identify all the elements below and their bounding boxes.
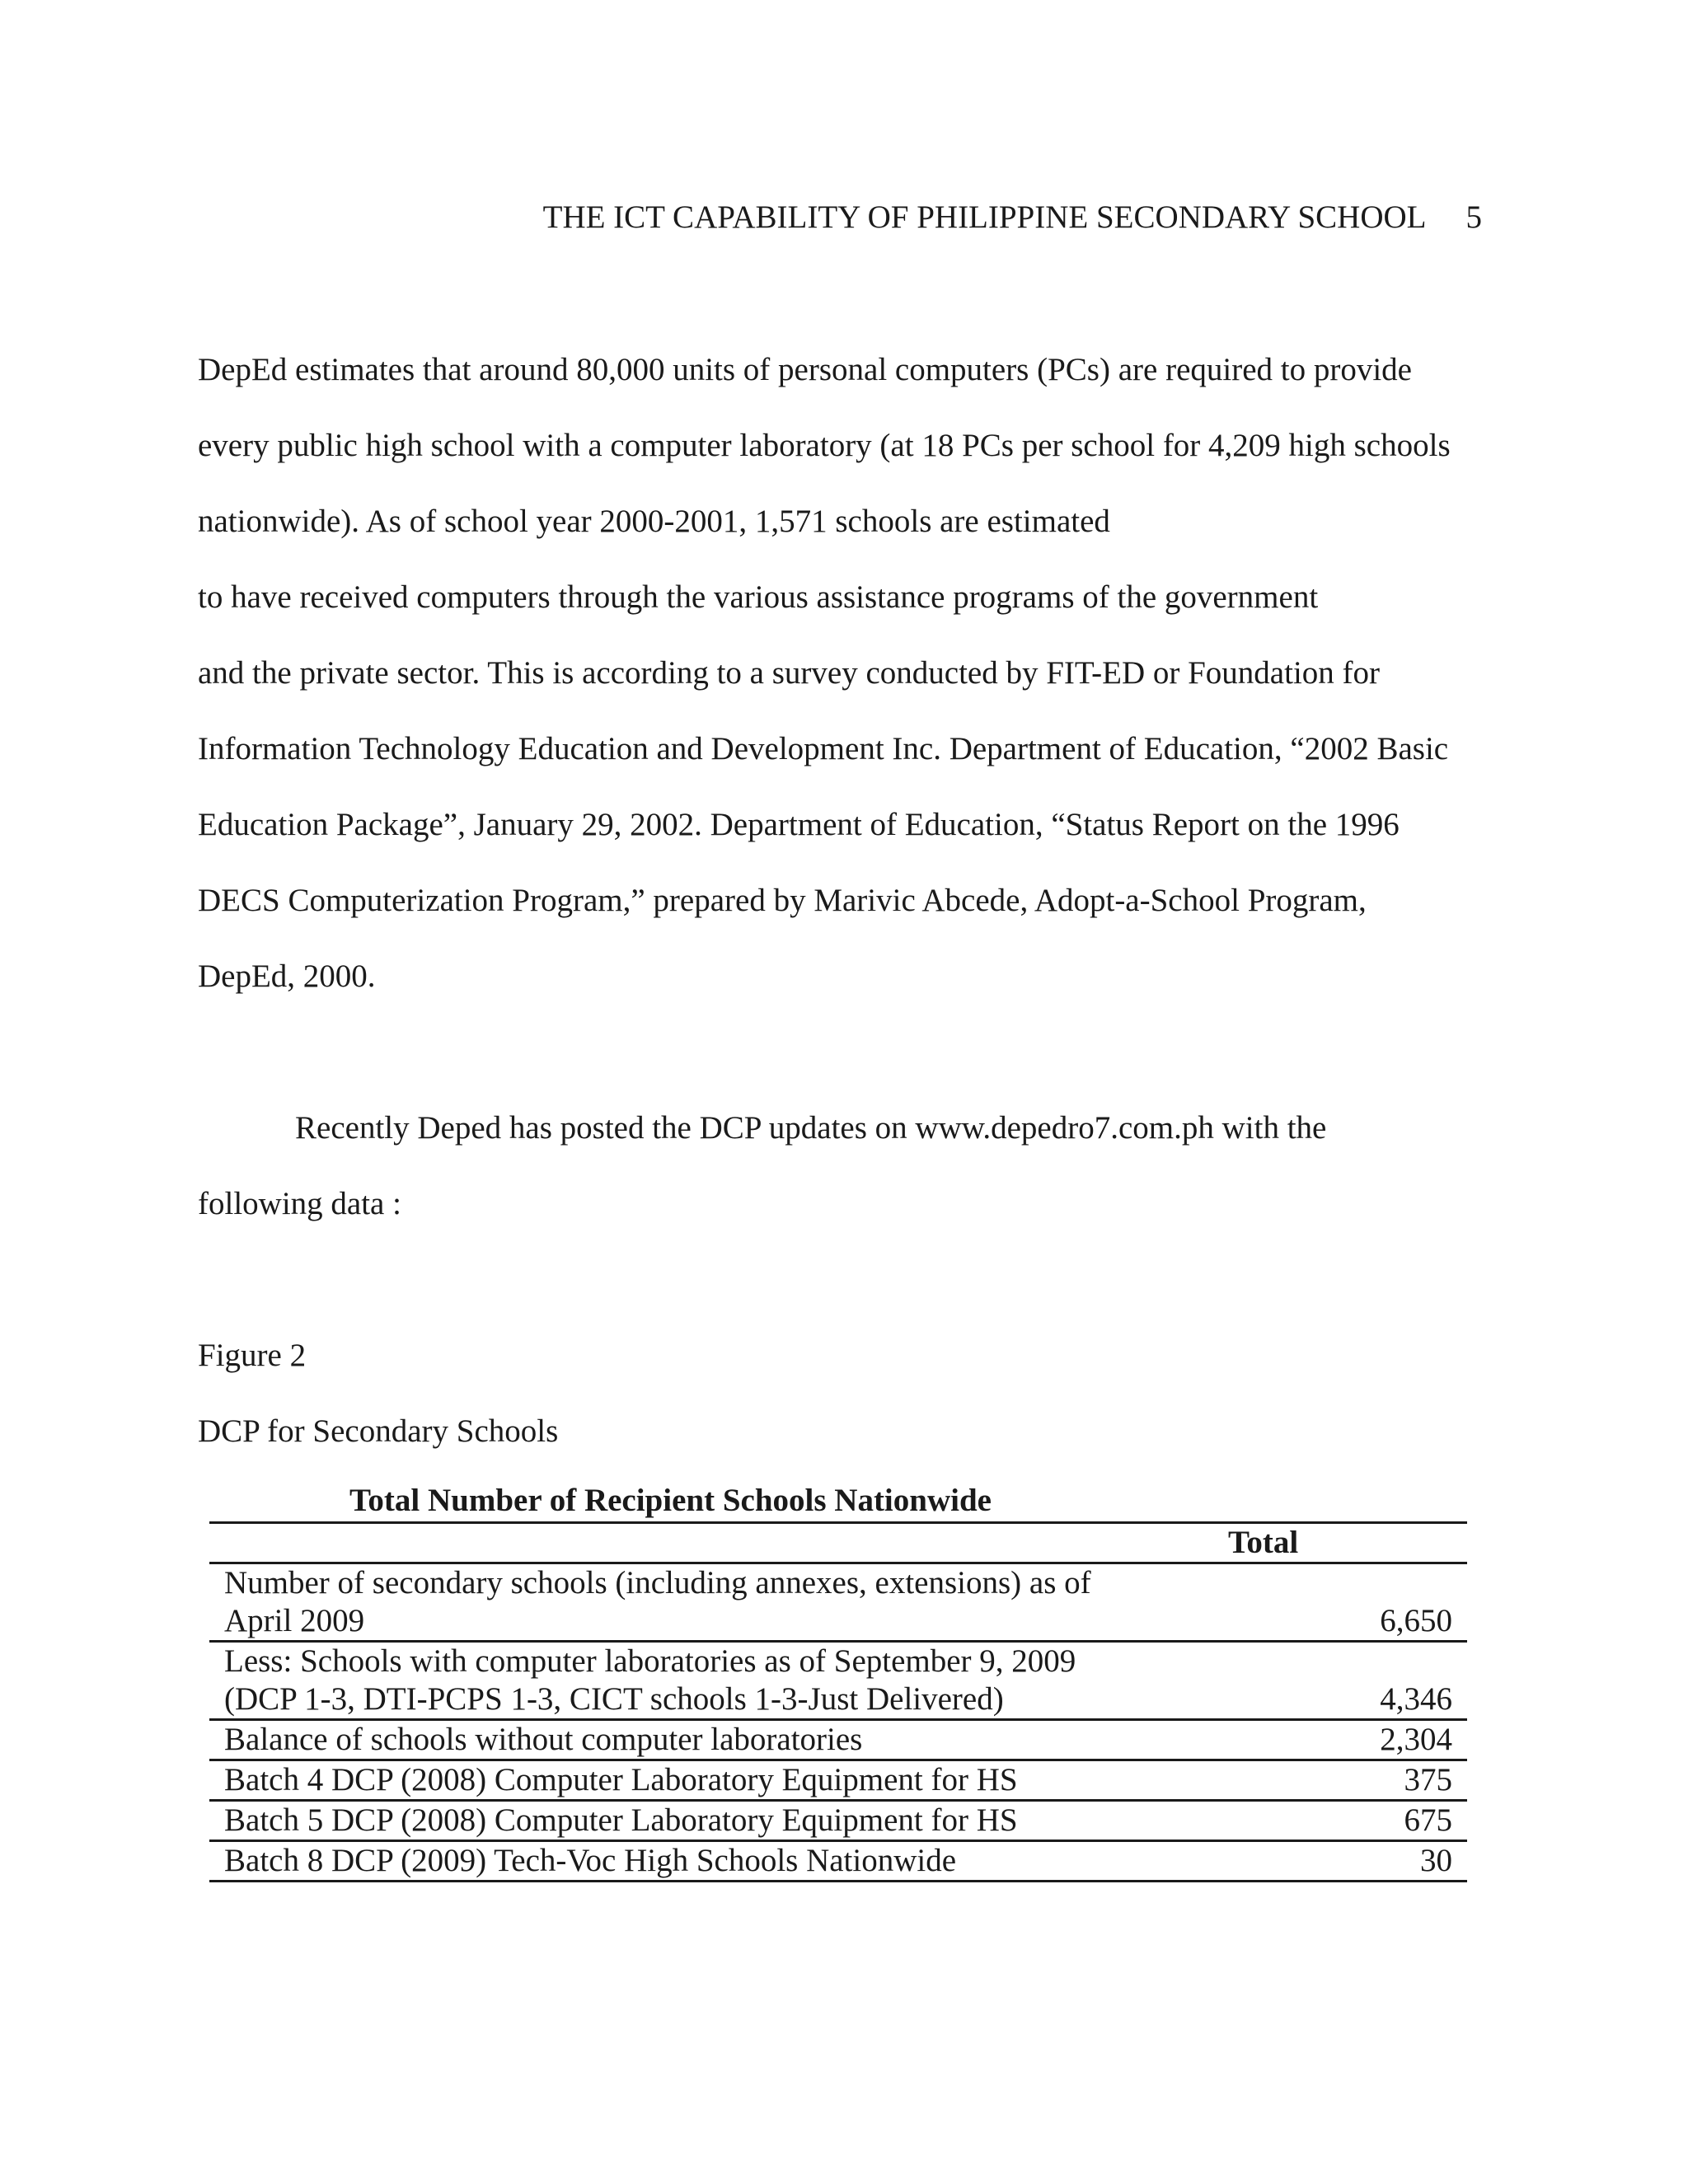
paragraph-line: to have received computers through the various assistance programs of the government <box>198 579 1319 615</box>
description-line: April 2009 <box>224 1603 365 1638</box>
running-head-title: THE ICT CAPABILITY OF PHILIPPINE SECONDARY SCHOOL <box>542 199 1427 235</box>
recipient-schools-table <box>209 1480 1467 1882</box>
table-cell-description: Balance of schools without computer laboratories <box>209 1720 1228 1760</box>
table-header-row <box>209 1523 1467 1563</box>
table-caption: Total Number of Recipient Schools Nationwide <box>349 1483 992 1518</box>
table-row <box>209 1563 1467 1642</box>
paragraph-line: DepEd, 2000. <box>198 958 376 994</box>
table-cell-description <box>209 1563 1228 1642</box>
table-header-total: Total <box>1228 1523 1467 1563</box>
paragraph-deped-estimates <box>198 332 1492 1015</box>
paragraph-line: and the private sector. This is according to a survey conducted by FIT-ED or Foundation for <box>198 655 1381 691</box>
figure-label: Figure 2 <box>198 1338 307 1373</box>
data-table <box>209 1521 1467 1882</box>
page-number: 5 <box>1465 199 1482 235</box>
table-cell-value: 675 <box>1228 1801 1467 1841</box>
table-cell-description <box>209 1642 1228 1720</box>
table-cell-value: 30 <box>1228 1841 1467 1882</box>
table-row <box>209 1642 1467 1720</box>
paragraph-line: DECS Computerization Program,” prepared by Marivic Abcede, Adopt-a-School Program, <box>198 883 1367 918</box>
paragraph-line: Information Technology Education and Development Inc. Department of Education, “2002 Basic <box>198 731 1449 766</box>
description-line: (DCP 1-3, DTI-PCPS 1-3, CICT schools 1-3-Just Delivered) <box>224 1681 1004 1717</box>
table-cell-value: 6,650 <box>1228 1563 1467 1642</box>
description-line: Number of secondary schools (including annexes, extensions) as of <box>224 1565 1091 1601</box>
paragraph-line: Recently Deped has posted the DCP updates on www.depedro7.com.ph with the <box>295 1110 1327 1146</box>
paragraph-line: DepEd estimates that around 80,000 units of personal computers (PCs) are required to provide <box>198 352 1412 387</box>
paragraph-line: every public high school with a computer laboratory (at 18 PCs per school for 4,209 high schools <box>198 428 1451 463</box>
paragraph-line: following data : <box>198 1186 401 1221</box>
figure-title: DCP for Secondary Schools <box>198 1413 559 1449</box>
table-header-blank <box>209 1523 1228 1563</box>
table-cell-value: 4,346 <box>1228 1642 1467 1720</box>
paragraph-line: nationwide). As of school year 2000-2001, 1,571 schools are estimated <box>198 504 1110 539</box>
table-cell-description: Batch 8 DCP (2009) Tech-Voc High Schools Nationwide <box>209 1841 1228 1882</box>
description-line: Less: Schools with computer laboratories as of September 9, 2009 <box>224 1643 1076 1679</box>
table-row <box>209 1720 1467 1760</box>
table-row <box>209 1760 1467 1801</box>
table-cell-description: Batch 5 DCP (2008) Computer Laboratory Equipment for HS <box>209 1801 1228 1841</box>
running-head <box>198 194 1482 241</box>
table-row <box>209 1801 1467 1841</box>
table-cell-value: 375 <box>1228 1760 1467 1801</box>
paragraph-line: Education Package”, January 29, 2002. Department of Education, “Status Report on the 1996 <box>198 807 1400 842</box>
table-cell-description: Batch 4 DCP (2008) Computer Laboratory Equipment for HS <box>209 1760 1228 1801</box>
table-cell-value: 2,304 <box>1228 1720 1467 1760</box>
table-row <box>209 1841 1467 1882</box>
paragraph-dcp-updates <box>198 1090 1492 1242</box>
